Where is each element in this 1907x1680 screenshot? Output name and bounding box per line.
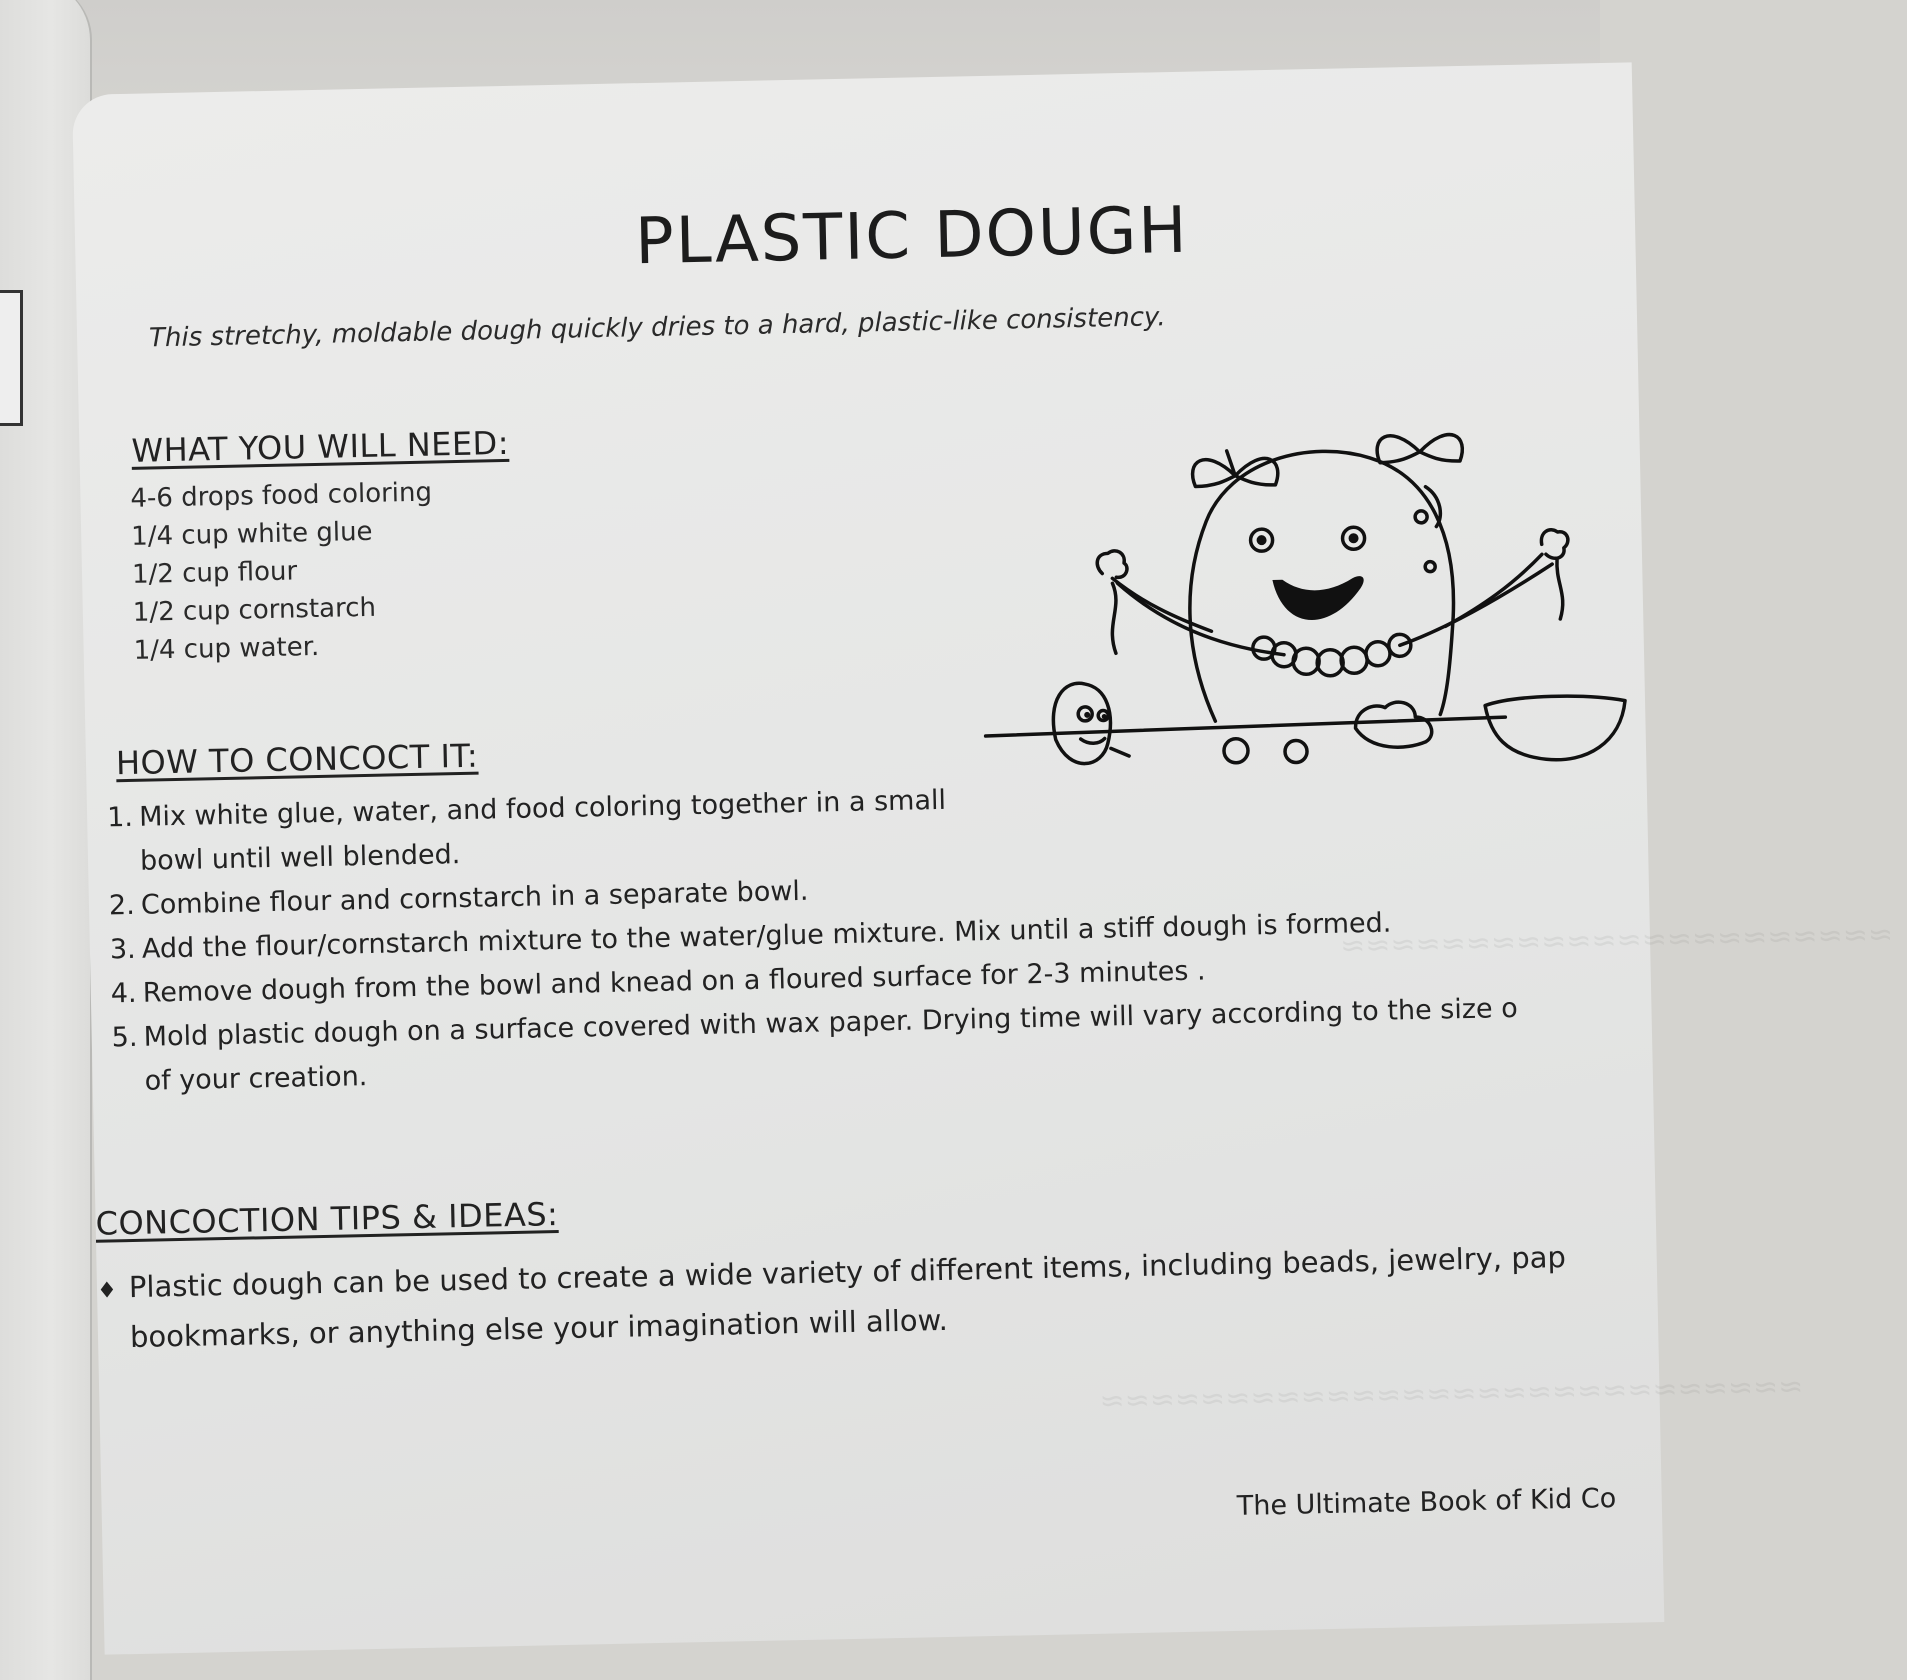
tips-heading: CONCOCTION TIPS & IDEAS: (95, 1195, 559, 1243)
page-footer: The Ultimate Book of Kid Co (1236, 1482, 1617, 1522)
list-item: 1/4 cup water. (133, 631, 320, 666)
step-number: 3. (109, 933, 136, 966)
step-number: 4. (110, 977, 137, 1010)
show-through-ghost: ≈≈≈≈≈≈≈≈≈≈≈≈≈≈≈≈≈≈≈≈≈≈≈≈≈≈≈≈ (1099, 1369, 1804, 1419)
page-title: PLASTIC DOUGH (634, 193, 1190, 280)
how-to-concoct-heading: HOW TO CONCOCT IT: (115, 736, 479, 783)
list-item (97, 1233, 1619, 1361)
left-page-tab (0, 290, 23, 426)
list-item: 1/4 cup white glue (130, 516, 373, 552)
list-item: 4-6 drops food coloring (130, 477, 433, 514)
list-item: 1/2 cup cornstarch (132, 592, 377, 628)
tip-text: Plastic dough can be used to create a wide variety of different items, including beads, jewelry, pap (128, 1239, 1567, 1305)
book-page (72, 62, 1894, 1654)
step-text: Combine flour and cornstarch in a separate bowl. (140, 875, 809, 921)
step-text: Remove dough from the bowl and knead on a floured surface for 2-3 minutes . (142, 955, 1206, 1009)
tips-list (97, 1233, 1619, 1361)
step-number: 5. (111, 1021, 138, 1054)
monster-illustration (979, 393, 1627, 796)
step-text-continued: of your creation. (144, 1061, 368, 1097)
step-text-continued: bowl until well blended. (139, 839, 461, 877)
tip-text-continued: bookmarks, or anything else your imagination will allow. (129, 1302, 949, 1355)
what-you-need-heading: WHAT YOU WILL NEED: (131, 423, 510, 470)
show-through-ghost: ≈≈≈≈≈≈≈≈≈≈≈≈≈≈≈≈≈≈≈≈≈≈ (1339, 917, 1894, 964)
page-subtitle: This stretchy, moldable dough quickly dries to a hard, plastic-like consistency. (148, 302, 1166, 354)
step-text: Mix white glue, water, and food coloring together in a small (138, 784, 947, 833)
list-item: 1/2 cup flour (131, 556, 298, 590)
step-text: Add the flour/cornstarch mixture to the water/glue mixture. Mix until a stiff dough is formed. (141, 907, 1392, 965)
diamond-bullet-icon: ♦ (96, 1278, 118, 1304)
step-number: 2. (108, 889, 136, 922)
steps-list (107, 765, 1613, 1104)
step-number: 1. (106, 801, 134, 834)
step-text: Mold plastic dough on a surface covered with wax paper. Drying time will vary according to the size o (143, 992, 1518, 1053)
ingredients-list (130, 474, 435, 670)
